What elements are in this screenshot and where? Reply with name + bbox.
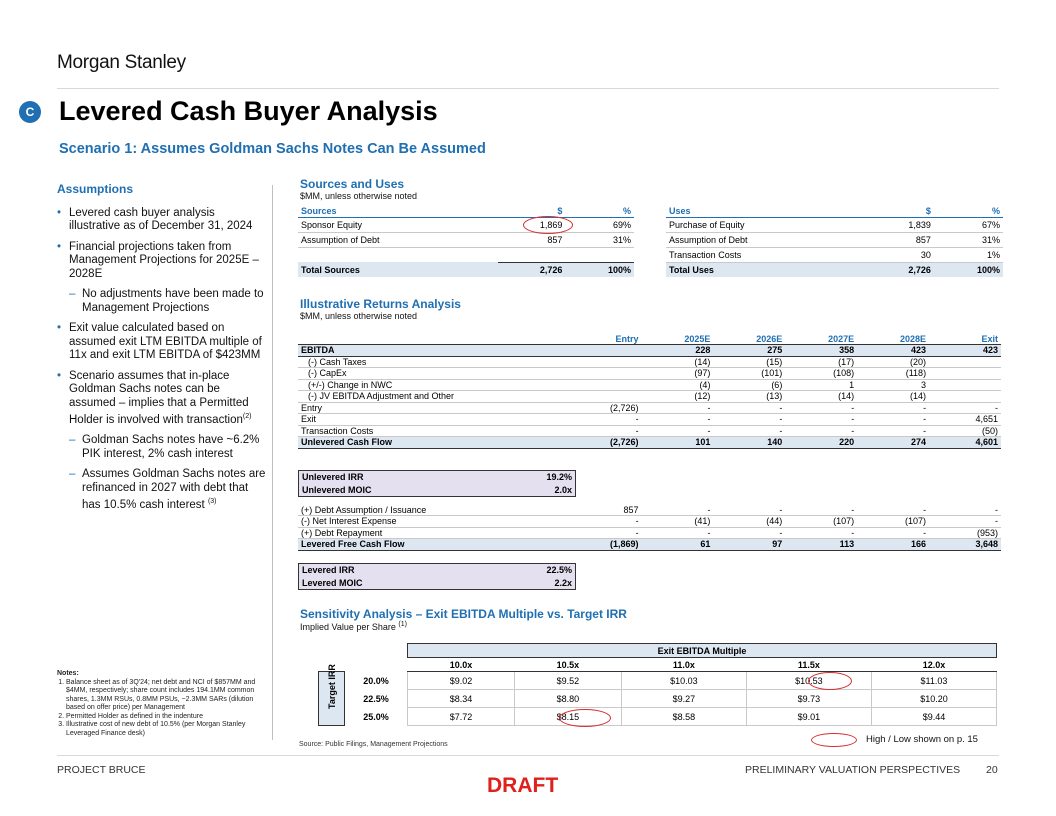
footnote-ref: (3) [207, 498, 217, 506]
cell: - [785, 527, 857, 539]
multiples-row [319, 658, 997, 672]
assumption-text: No adjustments have been made to Management Projections [82, 288, 264, 314]
kpi-value: 19.2% [493, 471, 575, 484]
cell: (50) [929, 425, 1001, 437]
col-header: 2025E [684, 333, 711, 344]
highlight-circle [808, 672, 852, 690]
cell: 113 [785, 539, 857, 551]
cell: - [713, 402, 785, 414]
header-divider [57, 88, 999, 89]
sensitivity-subtitle: Implied Value per Share [300, 622, 396, 632]
row-label: (+) Debt Repayment [298, 527, 557, 539]
table-row [298, 391, 1001, 403]
cell: - [642, 527, 714, 539]
highlight-circle [559, 709, 611, 727]
sources-uses-title: Sources and Uses [300, 177, 405, 191]
returns-table [298, 333, 1001, 449]
footnote-ref: (1) [398, 621, 407, 628]
cell: 140 [713, 437, 785, 449]
cell: - [785, 504, 857, 516]
cell: 1,869 [498, 217, 565, 232]
cell: 857 [498, 232, 565, 247]
assumption-text: Levered cash buyer analysis illustrative as of December 31, 2024 [69, 206, 253, 232]
row-label: (+/-) Change in NWC [298, 379, 557, 391]
table-row [298, 504, 1001, 516]
row-label: (-) Net Interest Expense [298, 516, 557, 528]
col-header: % [565, 205, 634, 217]
multiple-header: 10.0x [408, 658, 515, 672]
cell: - [929, 516, 1001, 528]
col-header: Exit [981, 333, 998, 344]
table-row [298, 232, 634, 247]
row-label: Unlevered Cash Flow [298, 437, 557, 449]
cell: (2,726) [557, 402, 642, 414]
table-row [298, 217, 634, 232]
cell: (20) [857, 356, 929, 368]
cell: - [857, 414, 929, 426]
col-header: 2027E [828, 333, 855, 344]
cell: (118) [857, 368, 929, 380]
assumption-bullet [57, 370, 267, 428]
exit-multiple-header-row [319, 644, 997, 658]
col-header: $ [498, 205, 565, 217]
row-label: EBITDA [298, 345, 557, 357]
row-label: (+) Debt Assumption / Issuance [298, 504, 557, 516]
page-subtitle: Scenario 1: Assumes Goldman Sachs Notes Can Be Assumed [59, 141, 486, 157]
cell: - [713, 414, 785, 426]
value-cell: $9.44 [871, 708, 996, 726]
cell: (14) [642, 356, 714, 368]
multiple-header: 12.0x [871, 658, 996, 672]
row-label: Transaction Costs [298, 425, 557, 437]
table-row [298, 368, 1001, 380]
cell: (101) [713, 368, 785, 380]
cell: (1,869) [557, 539, 642, 551]
table-header-row [298, 205, 634, 217]
assumption-bullet [57, 322, 267, 363]
sources-uses-subtitle: $MM, unless otherwise noted [300, 191, 418, 201]
assumption-text: Scenario assumes that in-place Goldman Sachs notes can be assumed – implies that a Permitted Holder is involved with transaction [69, 369, 249, 426]
value-cell: $8.34 [408, 690, 515, 708]
value-cell: $8.15 [514, 708, 621, 726]
cell [557, 368, 642, 380]
cell: (17) [785, 356, 857, 368]
col-header: Sources [298, 205, 498, 217]
row-label: (-) JV EBITDA Adjustment and Other [298, 391, 557, 403]
cell: 274 [857, 437, 929, 449]
cell: (15) [713, 356, 785, 368]
page-number: 20 [986, 764, 998, 776]
row-label: Total Sources [298, 262, 498, 277]
value-cell: $10.03 [621, 672, 746, 690]
cell: 97 [713, 539, 785, 551]
cell [557, 345, 642, 357]
cell: - [713, 527, 785, 539]
cell: 67% [934, 217, 1003, 232]
cell: 1% [934, 247, 1003, 262]
cell: 166 [857, 539, 929, 551]
assumption-text: Assumes Goldman Sachs notes are refinanced in 2027 with debt that has 10.5% cash interest [82, 468, 266, 512]
col-header: Uses [666, 205, 866, 217]
target-irr-label-cell [319, 663, 345, 726]
assumption-bullet [57, 207, 267, 234]
total-row [666, 262, 1003, 277]
col-header: $ [866, 205, 934, 217]
table-row [298, 527, 1001, 539]
value-cell: $9.73 [746, 690, 871, 708]
kpi-label: Levered MOIC [299, 577, 486, 590]
assumptions-list [57, 207, 267, 513]
cell: 857 [557, 504, 642, 516]
cell: 423 [929, 345, 1001, 357]
cell: - [557, 516, 642, 528]
assumptions-panel [57, 183, 267, 520]
cell [557, 356, 642, 368]
table-header-row [666, 205, 1003, 217]
cell: 61 [642, 539, 714, 551]
cell: 857 [866, 232, 934, 247]
row-label: Sponsor Equity [298, 217, 498, 232]
cell: 2,726 [498, 262, 565, 277]
target-irr-label: Target IRR [326, 663, 337, 709]
value-cell: $8.58 [621, 708, 746, 726]
value-cell: $7.72 [408, 708, 515, 726]
cell: - [642, 504, 714, 516]
footer-section: PRELIMINARY VALUATION PERSPECTIVES [745, 764, 961, 776]
sources-table [298, 205, 634, 277]
morgan-stanley-logo: Morgan Stanley [57, 52, 186, 73]
levered-cash-flow-table [298, 504, 1001, 551]
note-item: 2. Permitted Holder as defined in the indenture [66, 713, 267, 722]
cell: 100% [565, 262, 634, 277]
multiple-header: 11.5x [746, 658, 871, 672]
table-row [666, 217, 1003, 232]
assumptions-heading: Assumptions [57, 182, 134, 196]
ebitda-row [298, 345, 1001, 357]
irr-label: 22.5% [363, 693, 389, 704]
sensitivity-title: Sensitivity Analysis – Exit EBITDA Multiple vs. Target IRR [300, 607, 627, 621]
cell [557, 391, 642, 403]
highlight-circle [523, 216, 573, 234]
cell: 3,648 [929, 539, 1001, 551]
row-label: Purchase of Equity [666, 217, 866, 232]
cell: - [642, 414, 714, 426]
cell: (2,726) [557, 437, 642, 449]
returns-header [300, 297, 461, 321]
cell [557, 379, 642, 391]
footer-divider [57, 755, 999, 756]
cell: - [929, 504, 1001, 516]
row-label: Assumption of Debt [666, 232, 866, 247]
assumption-bullet [57, 241, 267, 282]
cell: 275 [713, 345, 785, 357]
sensitivity-row [319, 708, 997, 726]
cell: 220 [785, 437, 857, 449]
value-cell: $9.52 [514, 672, 621, 690]
cell: (12) [642, 391, 714, 403]
multiple-header: 10.5x [514, 658, 621, 672]
cell: - [557, 414, 642, 426]
sensitivity-table [318, 643, 997, 726]
col-header: 2026E [756, 333, 783, 344]
cell: 31% [565, 232, 634, 247]
cell: 69% [565, 217, 634, 232]
cell: (14) [857, 391, 929, 403]
notes-list [57, 679, 267, 739]
table-row [298, 425, 1001, 437]
kpi-value: 2.2x [486, 577, 576, 590]
cell [929, 368, 1001, 380]
cell: 4,651 [929, 414, 1001, 426]
cell: - [857, 527, 929, 539]
cell: (108) [785, 368, 857, 380]
table-row [298, 414, 1001, 426]
row-label: (-) CapEx [298, 368, 557, 380]
table-row [298, 379, 1001, 391]
cell: 30 [866, 247, 934, 262]
row-label: Total Uses [666, 262, 866, 277]
row-label: Assumption of Debt [298, 232, 498, 247]
value-cell: $9.01 [746, 708, 871, 726]
multiple-header: 11.0x [621, 658, 746, 672]
row-label: (-) Cash Taxes [298, 356, 557, 368]
cell: 4,601 [929, 437, 1001, 449]
cell: - [857, 402, 929, 414]
cell: - [713, 425, 785, 437]
value-cell: $8.80 [514, 690, 621, 708]
cell: (41) [642, 516, 714, 528]
col-header: % [934, 205, 1003, 217]
row-label: Exit [298, 414, 557, 426]
kpi-label: Levered IRR [299, 564, 486, 577]
table-header-row [298, 333, 1001, 345]
col-header: 2028E [900, 333, 927, 344]
assumption-text: Goldman Sachs notes have ~6.2% PIK interest, 2% cash interest [82, 434, 260, 460]
value-cell: $9.27 [621, 690, 746, 708]
cell: - [557, 425, 642, 437]
cell: 228 [642, 345, 714, 357]
cell: 101 [642, 437, 714, 449]
assumption-subbullet [57, 468, 267, 512]
cell: - [642, 425, 714, 437]
cell [929, 379, 1001, 391]
assumption-text: Financial projections taken from Management Projections for 2025E – 2028E [69, 240, 259, 280]
cell: 1,839 [866, 217, 934, 232]
unlevered-cash-flow-row [298, 437, 1001, 449]
cell: (107) [857, 516, 929, 528]
col-header: Entry [615, 333, 639, 344]
cell: - [929, 402, 1001, 414]
table-row [298, 516, 1001, 528]
note-item: 1. Balance sheet as of 3Q'24; net debt and NCI of $857MM and $4MM, respectively; share count includes 194.1MM common shares, 1.3MM RSUs, 0.8MM PSUs, ~2.3MM SARs (dilution based on offer price) per Management [66, 679, 267, 713]
assumption-subbullet [57, 434, 267, 461]
sources-uses-header [300, 177, 417, 201]
kpi-row [299, 577, 576, 590]
section-badge: C [19, 101, 41, 123]
cell: - [713, 504, 785, 516]
cell: - [857, 425, 929, 437]
cell: (13) [713, 391, 785, 403]
note-item: 3. Illustrative cost of new debt of 10.5% (per Morgan Stanley Leveraged Finance desk) [66, 721, 267, 738]
assumption-subbullet [57, 288, 267, 315]
kpi-row [299, 484, 576, 497]
cell: (6) [713, 379, 785, 391]
cell: (44) [713, 516, 785, 528]
cell: - [857, 504, 929, 516]
total-row [298, 262, 634, 277]
page-title: Levered Cash Buyer Analysis [59, 96, 438, 126]
notes-section [57, 670, 267, 738]
cell: (4) [642, 379, 714, 391]
legend-text: High / Low shown on p. 15 [866, 734, 978, 745]
cell: 3 [857, 379, 929, 391]
assumption-text: Exit value calculated based on assumed exit LTM EBITDA multiple of 11x and exit LTM EBITDA of $423MM [69, 322, 262, 361]
value-cell: $11.03 [871, 672, 996, 690]
row-label: Entry [298, 402, 557, 414]
sensitivity-header [300, 607, 627, 632]
cell: 423 [857, 345, 929, 357]
cell [929, 356, 1001, 368]
sensitivity-row [319, 690, 997, 708]
footnote-ref: (2) [242, 413, 252, 420]
returns-subtitle: $MM, unless otherwise noted [300, 311, 418, 321]
levered-returns-box [298, 563, 576, 590]
cell: - [642, 402, 714, 414]
cell: (953) [929, 527, 1001, 539]
cell [929, 391, 1001, 403]
cell: - [557, 527, 642, 539]
source-note: Source: Public Filings, Management Projections [299, 741, 448, 748]
exit-multiple-header: Exit EBITDA Multiple [408, 644, 997, 658]
unlevered-returns-box [298, 470, 576, 497]
cell: 2,726 [866, 262, 934, 277]
cell: (107) [785, 516, 857, 528]
cell: - [785, 425, 857, 437]
row-label: Transaction Costs [666, 247, 866, 262]
irr-label: 20.0% [363, 675, 389, 686]
footer-project: PROJECT BRUCE [57, 764, 146, 776]
kpi-label: Unlevered MOIC [299, 484, 494, 497]
draft-watermark: DRAFT [487, 774, 559, 797]
kpi-label: Unlevered IRR [299, 471, 494, 484]
kpi-row [299, 564, 576, 577]
uses-table [666, 205, 1003, 277]
cell: 1 [785, 379, 857, 391]
returns-title: Illustrative Returns Analysis [300, 297, 461, 311]
cell: - [785, 414, 857, 426]
notes-heading: Notes: [57, 670, 79, 677]
irr-label: 25.0% [363, 711, 389, 722]
table-row [298, 356, 1001, 368]
value-cell: $9.02 [408, 672, 515, 690]
sensitivity-row [319, 672, 997, 690]
cell: - [785, 402, 857, 414]
kpi-row [299, 471, 576, 484]
cell: 100% [934, 262, 1003, 277]
row-label: Levered Free Cash Flow [298, 539, 557, 551]
table-row [666, 232, 1003, 247]
table-row [298, 402, 1001, 414]
cell: 358 [785, 345, 857, 357]
sensitivity-subtitle-wrap [300, 621, 627, 632]
column-divider [272, 185, 273, 740]
table-row [666, 247, 1003, 262]
kpi-value: 22.5% [486, 564, 576, 577]
spacer-row [298, 247, 634, 262]
cell: (14) [785, 391, 857, 403]
legend-circle-icon [811, 733, 857, 747]
value-cell: $10.53 [746, 672, 871, 690]
kpi-value: 2.0x [493, 484, 575, 497]
cell: (97) [642, 368, 714, 380]
cell: 31% [934, 232, 1003, 247]
levered-free-cash-flow-row [298, 539, 1001, 551]
value-cell: $10.20 [871, 690, 996, 708]
